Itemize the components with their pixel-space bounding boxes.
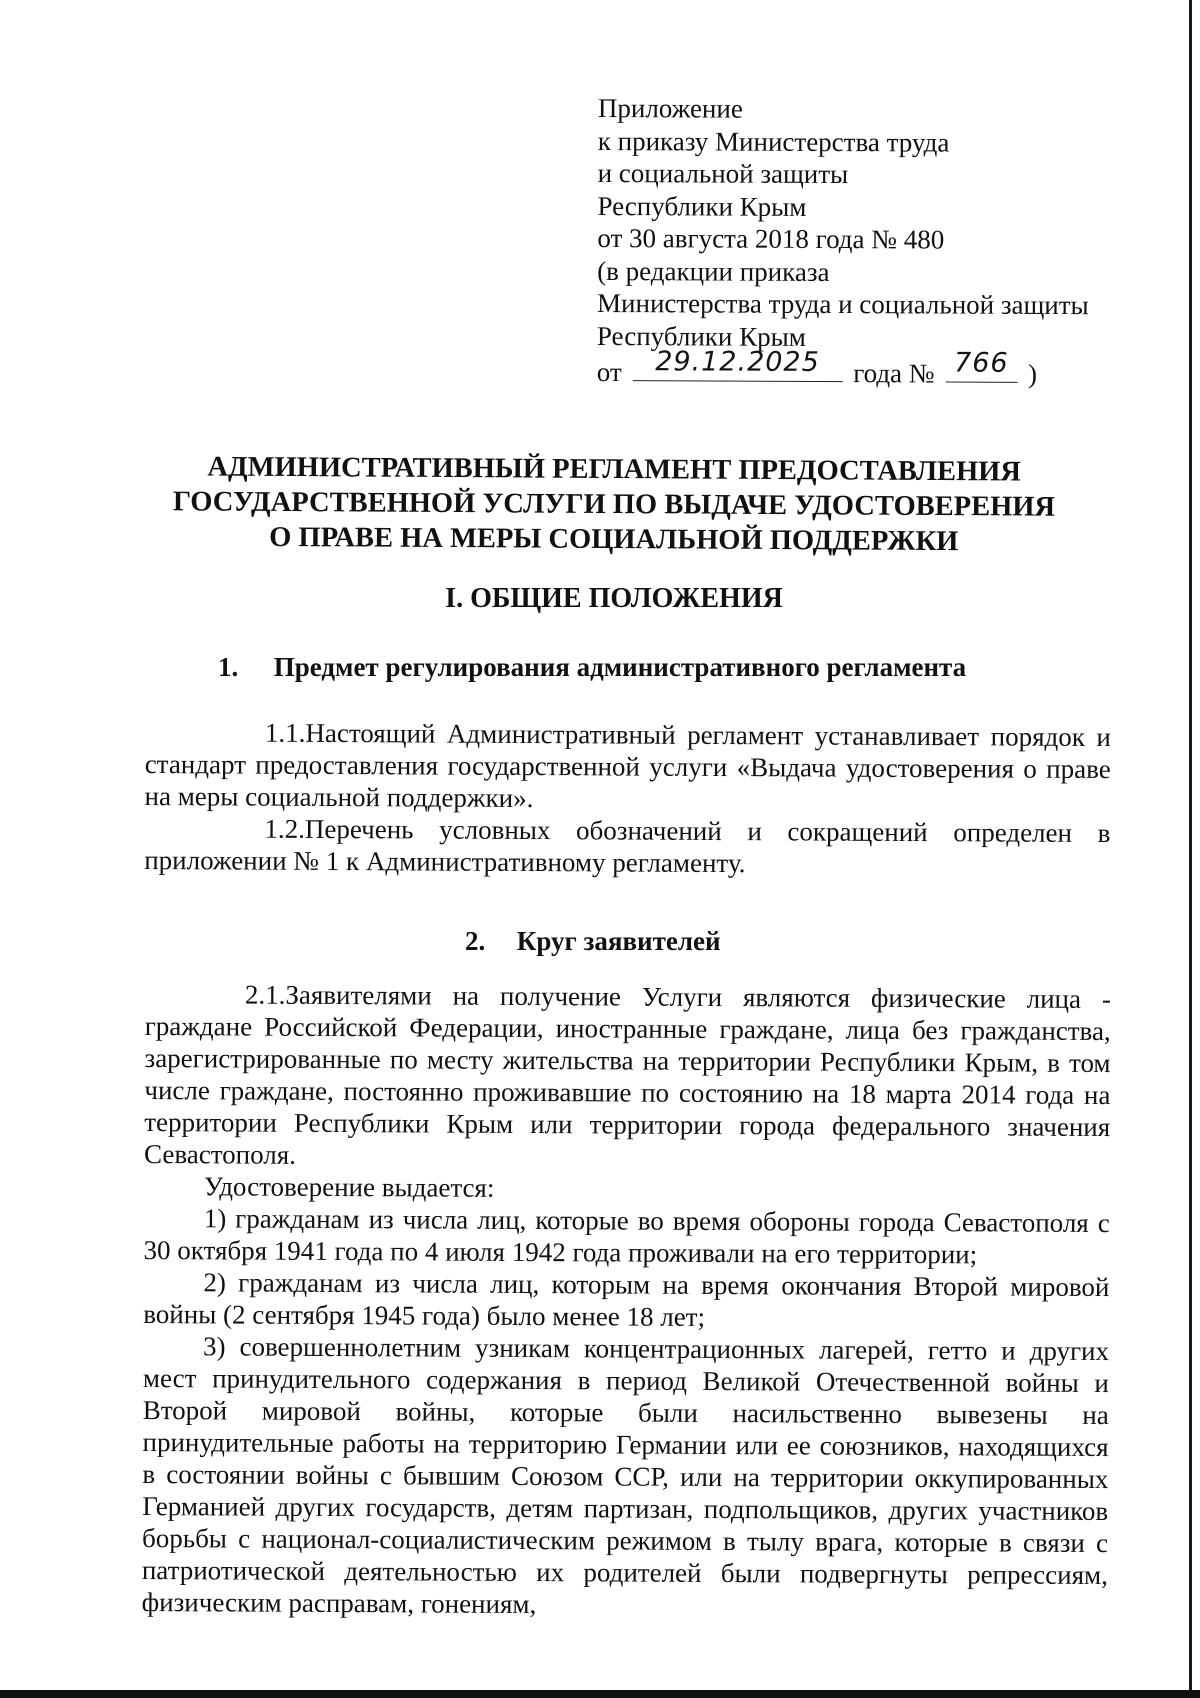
title-line: АДМИНИСТРАТИВНЫЙ РЕГЛАМЕНТ ПРЕДОСТАВЛЕНИЯ (207, 451, 1022, 488)
paragraph-text: Перечень условных обозначений и сокращений определен в приложении № 1 к Административному регламенту. (144, 813, 1111, 879)
paragraph (144, 978, 1111, 1175)
paragraph-number: 1.2. (264, 813, 305, 844)
subsection-title: Предмет регулирования административного регламента (273, 652, 967, 682)
issued-intro: Удостоверение выдается: (203, 1171, 495, 1203)
handwritten-date: 29.12.2025 (655, 346, 820, 378)
subsection-number: 2. (465, 926, 486, 956)
section-heading: I. ОБЩИЕ ПОЛОЖЕНИЯ (445, 583, 783, 614)
document-title (150, 449, 1079, 560)
section-1-body (144, 716, 1111, 881)
section-2-body (142, 978, 1111, 1623)
handwritten-number: 766 (954, 347, 1009, 379)
paragraph (144, 716, 1110, 817)
header-line: (в редакции приказа (597, 255, 830, 287)
header-line: от 30 августа 2018 года № 480 (597, 222, 945, 255)
list-item: 3) совершеннолетним узникам концентрационных лагерей, гетто и других мест принудительного содержания в период Великой Отечественной войны и Второй мировой войны, которые были насильственно вывезены на принудительные работы на территорию Германии или ее союзников, находящихся в состоянии войны с бывшим Союзом ССР, или на территории оккупированных Германией других государств, детям партизан, подпольщиков, других участников борьбы с национал-социалистическим режимом в тылу врага, которые в связи с патриотической деятельностью их родителей были подвергнуты репрессиям, физическим расправам, гонениям, (141, 1331, 1110, 1620)
header-line: и социальной защиты (597, 157, 849, 190)
subsection-heading-1 (218, 652, 966, 683)
number-underline (945, 347, 1017, 383)
paragraph-number: 2.1. (244, 979, 286, 1010)
date-underline (632, 346, 842, 382)
approval-header (597, 92, 1158, 391)
closing-paren: ) (1028, 358, 1038, 389)
subsection-heading-2 (465, 926, 721, 957)
header-line: Приложение (597, 92, 743, 124)
paragraph-text: Заявителями на получение Услуги являются физические лица - граждане Российской Федерации, иностранные граждане, лица без гражданства, зарегистрированные по месту жительства на территории Республики Крым, в том числе граждане, постоянно проживавшие по состоянию на 18 марта 2014 года на территории Республики Крым или территории города федерального значения Севастополя. (143, 979, 1111, 1170)
paragraph-number: 1.1. (264, 717, 306, 748)
subsection-title: Круг заявителей (516, 926, 721, 956)
title-line: О ПРАВЕ НА МЕРЫ СОЦИАЛЬНОЙ ПОДДЕРЖКИ (269, 521, 959, 558)
header-line: Республики Крым (597, 190, 807, 222)
list-item: 2) гражданам из числа лиц, которым на время окончания Второй мировой войны (2 сентября 1945 года) было менее 18 лет; (143, 1267, 1110, 1332)
header-line: Республики Крым (596, 320, 806, 352)
paragraph (144, 812, 1110, 881)
list-item: 1) гражданам из числа лиц, которые во время обороны города Севастополя с 30 октября 1941 года по 4 июля 1942 года проживали на его территории; (143, 1203, 1110, 1270)
scan-edge-right (1189, 0, 1192, 1698)
year-label: года № (853, 358, 935, 389)
scan-edge-bottom (0, 1690, 1200, 1698)
header-line: к приказу Министерства труда (597, 125, 950, 158)
from-prefix: от (596, 356, 622, 388)
title-line: ГОСУДАРСТВЕННОЙ УСЛУГИ ПО ВЫДАЧЕ УДОСТОВЕРЕНИЯ (172, 486, 1056, 523)
subsection-number: 1. (218, 652, 239, 682)
header-line: Министерства труда и социальной защиты (597, 287, 1089, 321)
paragraph-text: Настоящий Административный регламент устанавливает порядок и стандарт предоставления государственной услуги «Выдача удостоверения о праве на меры социальной поддержки». (144, 717, 1111, 814)
header-signature-line (596, 346, 1157, 391)
